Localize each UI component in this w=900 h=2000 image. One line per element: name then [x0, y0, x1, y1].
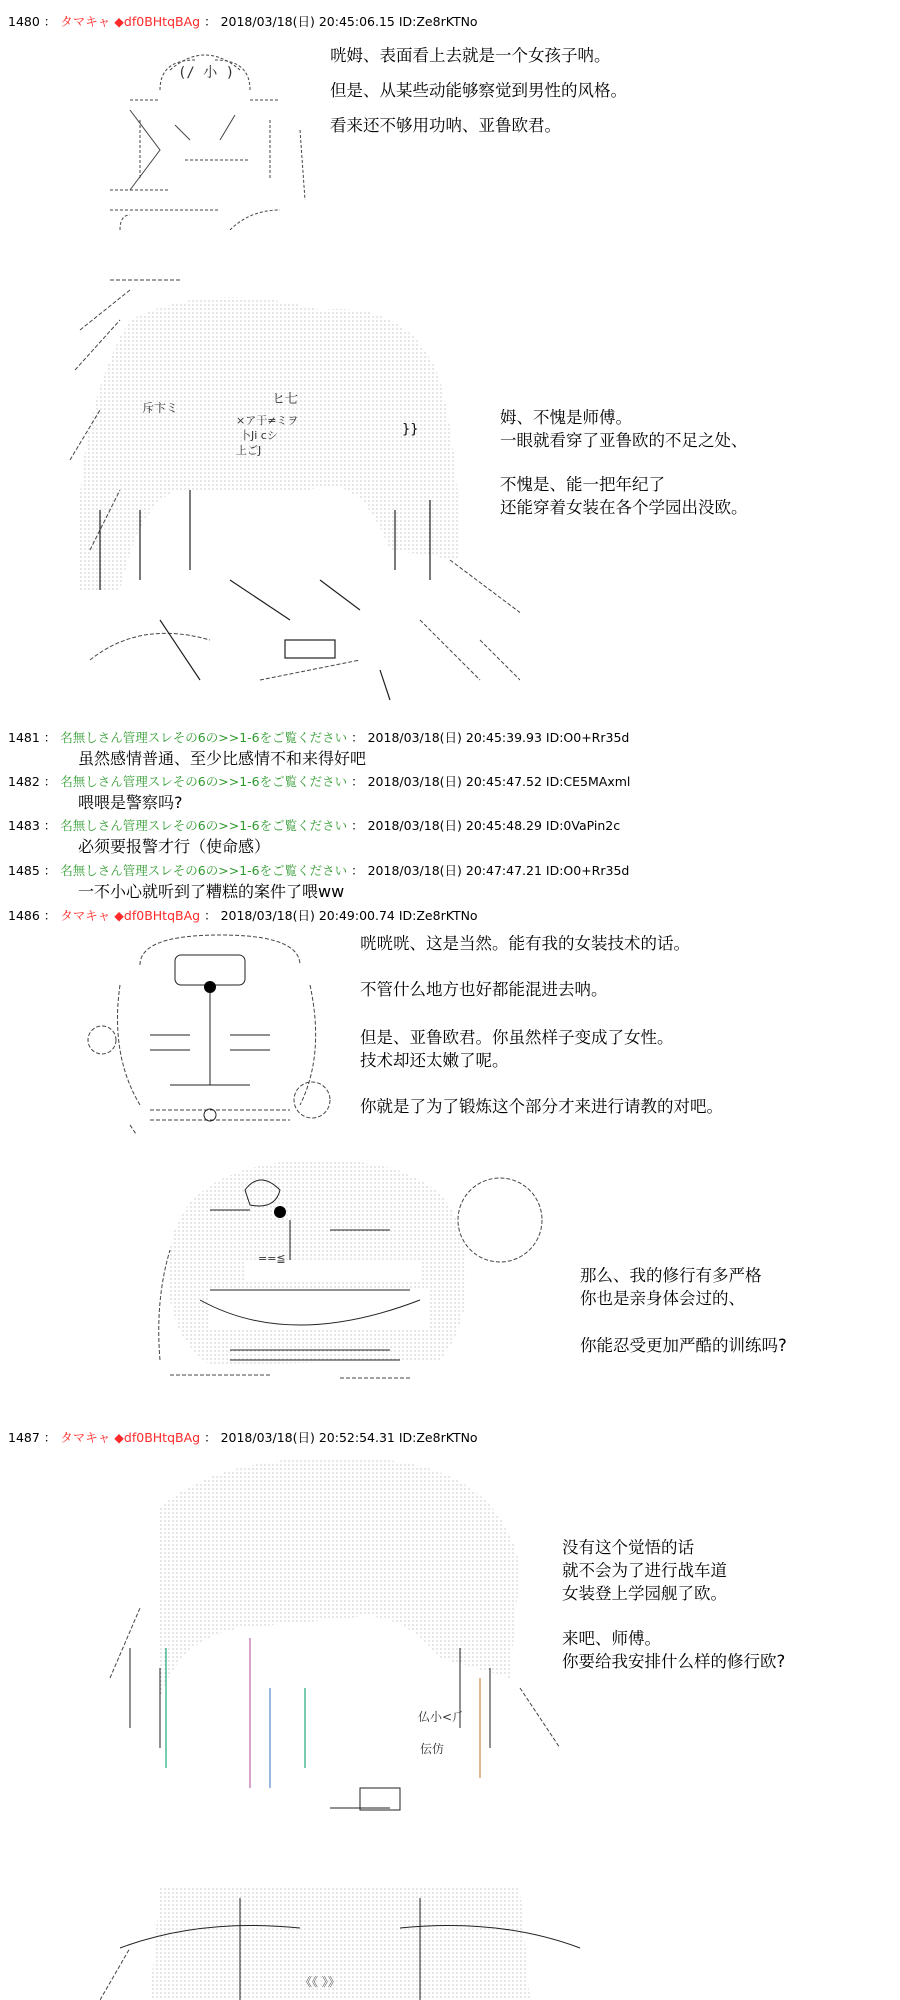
- post-number: 1483: [8, 818, 40, 833]
- post-header: 1483 ： 名無しさん管理スレその6の>>1-6をご覧ください ： 2018/03/18(日) 20:45:48.29 ID:0VaPin2c: [8, 818, 621, 833]
- ascii-art-doraemon-waving: [80, 925, 340, 1135]
- speech-line: 你要给我安排什么样的修行欧?: [562, 1652, 786, 1671]
- speech-line: 还能穿着女装在各个学园出没欧。: [500, 498, 748, 517]
- poster-trip: ◆df0BHtqBAg: [114, 14, 201, 29]
- speech-line: 咣姆、表面看上去就是一个女孩子呐。: [330, 46, 611, 65]
- ascii-art-character-yaruo-girl: [60, 260, 520, 710]
- post-number: 1481: [8, 730, 40, 745]
- poster-name[interactable]: タマキャ: [60, 14, 111, 29]
- speech-line: 你就是了为了锻炼这个部分才来进行请教的对吧。: [360, 1097, 723, 1116]
- aa-face-text: (/ 小 ): [178, 65, 235, 81]
- post-body: 喂喂是警察吗?: [78, 793, 183, 812]
- aa-text: 仏小<⺁: [418, 1710, 465, 1724]
- post-body: 一不小心就听到了糟糕的案件了喂ww: [78, 882, 345, 901]
- speech-line: 姆、不愧是师傅。: [500, 408, 632, 427]
- aa-text: ヒ七: [272, 392, 299, 407]
- speech-line: 就不会为了进行战车道: [562, 1561, 727, 1580]
- poster-name[interactable]: 名無しさん管理スレその6の>>1-6をご覧ください: [60, 863, 348, 878]
- post-datetime: 2018/03/18(日) 20:45:47.52: [367, 774, 542, 789]
- post-header: 1481 ： 名無しさん管理スレその6の>>1-6をご覧ください ： 2018/03/18(日) 20:45:39.93 ID:O0+Rr35d: [8, 730, 630, 745]
- speech-line: 咣咣咣、这是当然。能有我的女装技术的话。: [360, 934, 690, 953]
- speech-line: 看来还不够用功呐、亚鲁欧君。: [330, 116, 561, 135]
- post-header: 1486 ： タマキャ ◆df0BHtqBAg ： 2018/03/18(日) 20:49:00.74 ID:Ze8rKTNo: [8, 908, 478, 923]
- poster-trip: ◆df0BHtqBAg: [114, 1430, 201, 1445]
- speech-line: 女装登上学园舰了欧。: [562, 1584, 727, 1603]
- post-datetime: 2018/03/18(日) 20:45:39.93: [367, 730, 542, 745]
- poster-id[interactable]: ID:Ze8rKTNo: [398, 1430, 478, 1445]
- post-datetime: 2018/03/18(日) 20:47:47.21: [367, 863, 542, 878]
- aa-text: ==≦: [258, 1252, 286, 1265]
- ascii-art-doraemon-sitting: [100, 30, 310, 230]
- speech-line: 一眼就看穿了亚鲁欧的不足之处、: [500, 431, 748, 450]
- speech-line: 但是、亚鲁欧君。你虽然样子变成了女性。: [360, 1028, 674, 1047]
- post-number: 1480: [8, 14, 40, 29]
- post-header: 1485 ： 名無しさん管理スレその6の>>1-6をご覧ください ： 2018/03/18(日) 20:47:47.21 ID:O0+Rr35d: [8, 863, 630, 878]
- poster-id[interactable]: ID:0VaPin2c: [545, 818, 621, 833]
- post-datetime: 2018/03/18(日) 20:49:00.74: [220, 908, 395, 923]
- speech-line: 那么、我的修行有多严格: [580, 1266, 762, 1285]
- post-datetime: 2018/03/18(日) 20:45:06.15: [220, 14, 395, 29]
- post-number: 1486: [8, 908, 40, 923]
- post-header: 1487 ： タマキャ ◆df0BHtqBAg ： 2018/03/18(日) 20:52:54.31 ID:Ze8rKTNo: [8, 1430, 478, 1445]
- poster-name[interactable]: タマキャ: [60, 908, 111, 923]
- poster-id[interactable]: ID:Ze8rKTNo: [398, 14, 478, 29]
- aa-text: 伝仿: [420, 1742, 445, 1756]
- speech-line: 没有这个觉悟的话: [562, 1538, 694, 1557]
- aa-text: 上ごJ: [236, 444, 262, 457]
- speech-line: 但是、从某些动能够察觉到男性的风格。: [330, 81, 627, 100]
- speech-line: 不管什么地方也好都能混进去呐。: [360, 980, 608, 999]
- speech-line: 技术却还太嫩了呢。: [360, 1051, 509, 1070]
- aa-text: 《《 》》: [300, 1975, 340, 1989]
- poster-id[interactable]: ID:CE5MAxml: [545, 774, 631, 789]
- post-body: 必须要报警才行（使命感）: [78, 837, 271, 856]
- post-header: 1480 ： タマキャ ◆df0BHtqBAg ： 2018/03/18(日) 20:45:06.15 ID:Ze8rKTNo: [8, 14, 478, 29]
- post-header: 1482 ： 名無しさん管理スレその6の>>1-6をご覧ください ： 2018/03/18(日) 20:45:47.52 ID:CE5MAxml: [8, 774, 631, 789]
- post-datetime: 2018/03/18(日) 20:52:54.31: [220, 1430, 395, 1445]
- poster-id[interactable]: ID:O0+Rr35d: [545, 730, 630, 745]
- ascii-art-doraemon-dotted: [150, 1150, 590, 1390]
- poster-name[interactable]: 名無しさん管理スレその6の>>1-6をご覧ください: [60, 730, 348, 745]
- poster-name[interactable]: 名無しさん管理スレその6の>>1-6をご覧ください: [60, 774, 348, 789]
- aa-text: 卜Ji cシ: [240, 429, 278, 442]
- speech-line: 你能忍受更加严酷的训练吗?: [580, 1336, 787, 1355]
- speech-line: 你也是亲身体会过的、: [580, 1289, 745, 1308]
- poster-id[interactable]: ID:Ze8rKTNo: [398, 908, 478, 923]
- aa-bracket: }}: [402, 422, 419, 437]
- poster-trip: ◆df0BHtqBAg: [114, 908, 201, 923]
- post-number: 1487: [8, 1430, 40, 1445]
- aa-text: ×ア于≠ミヲ: [236, 414, 299, 427]
- post-number: 1485: [8, 863, 40, 878]
- speech-line: 来吧、师傅。: [562, 1629, 661, 1648]
- post-body: 虽然感情普通、至少比感情不和来得好吧: [78, 749, 367, 768]
- ascii-art-character-boy: [100, 1448, 620, 2000]
- poster-name[interactable]: タマキャ: [60, 1430, 111, 1445]
- poster-name[interactable]: 名無しさん管理スレその6の>>1-6をご覧ください: [60, 818, 348, 833]
- post-number: 1482: [8, 774, 40, 789]
- poster-id[interactable]: ID:O0+Rr35d: [545, 863, 630, 878]
- speech-line: 不愧是、能一把年纪了: [500, 475, 665, 494]
- post-datetime: 2018/03/18(日) 20:45:48.29: [367, 818, 542, 833]
- aa-text: 斥卞ミ: [142, 401, 179, 415]
